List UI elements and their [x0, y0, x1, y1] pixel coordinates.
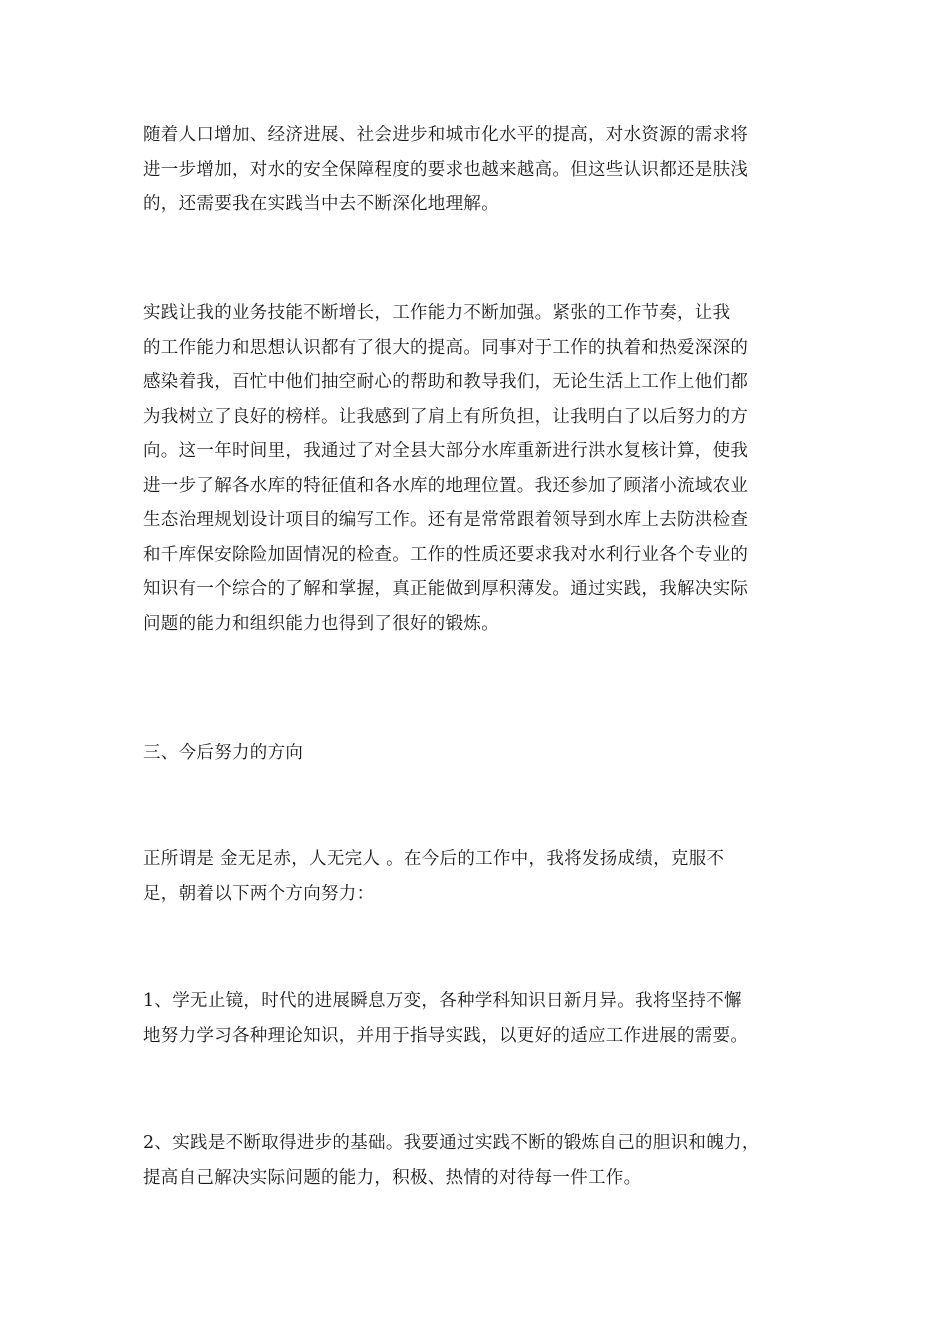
paragraph-line: 知识有一个综合的了解和掌握，真正能做到厚积薄发。通过实践，我解决实际	[143, 579, 749, 599]
paragraph-line: 足，朝着以下两个方向努力：	[143, 883, 375, 904]
paragraph-line: 的，还需要我在实践当中去不断深化地理解。	[143, 194, 499, 214]
paragraph-water-demand	[143, 118, 803, 222]
paragraph-line: 2、实践是不断取得进步的基础。我要通过实践不断的锻炼自己的胆识和魄力，	[143, 1133, 760, 1153]
list-item-1	[143, 984, 803, 1053]
paragraph-line: 感染着我，百忙中他们抽空耐心的帮助和教导我们，无论生活上工作上他们都	[143, 372, 749, 392]
list-item-2	[143, 1126, 803, 1195]
paragraph-line: 实践让我的业务技能不断增长，工作能力不断加强。紧张的工作节奏，让我	[143, 303, 731, 323]
paragraph-line: 生态治理规划设计项目的编写工作。还有是常常跟着领导到水库上去防洪检查	[143, 510, 749, 530]
paragraph-nobody-perfect	[143, 842, 803, 911]
paragraph-line: 为我树立了良好的榜样。让我感到了肩上有所负担，让我明白了以后努力的方	[143, 406, 749, 427]
paragraph-line: 问题的能力和组织能力也得到了很好的锻炼。	[143, 613, 499, 634]
paragraph-line: 正所谓是 金无足赤，人无完人 。在今后的工作中，我将发扬成绩，克服不	[143, 849, 725, 869]
paragraph-line: 和千库保安除险加固情况的检查。工作的性质还要求我对水利行业各个专业的	[143, 544, 749, 565]
paragraph-line: 提高自己解决实际问题的能力，积极、热情的对待每一件工作。	[143, 1167, 642, 1188]
section-heading-text: 三、今后努力的方向	[143, 743, 304, 763]
paragraph-line: 1、学无止镜，时代的进展瞬息万变，各种学科知识日新月异。我将坚持不懈	[143, 991, 742, 1011]
paragraph-line: 随着人口增加、经济进展、社会进步和城市化水平的提高，对水资源的需求将	[143, 125, 749, 145]
paragraph-practice-skills	[143, 296, 803, 641]
paragraph-line: 向。这一年时间里，我通过了对全县大部分水库重新进行洪水复核计算，使我	[143, 441, 749, 461]
section-heading	[143, 736, 803, 771]
paragraph-line: 的工作能力和思想认识都有了很大的提高。同事对于工作的执着和热爱深深的	[143, 337, 749, 358]
paragraph-line: 地努力学习各种理论知识，并用于指导实践，以更好的适应工作进展的需要。	[143, 1025, 749, 1046]
paragraph-line: 进一步增加，对水的安全保障程度的要求也越来越高。但这些认识都还是肤浅	[143, 159, 749, 180]
paragraph-line: 进一步了解各水库的特征值和各水库的地理位置。我还参加了顾渚小流域农业	[143, 475, 749, 496]
